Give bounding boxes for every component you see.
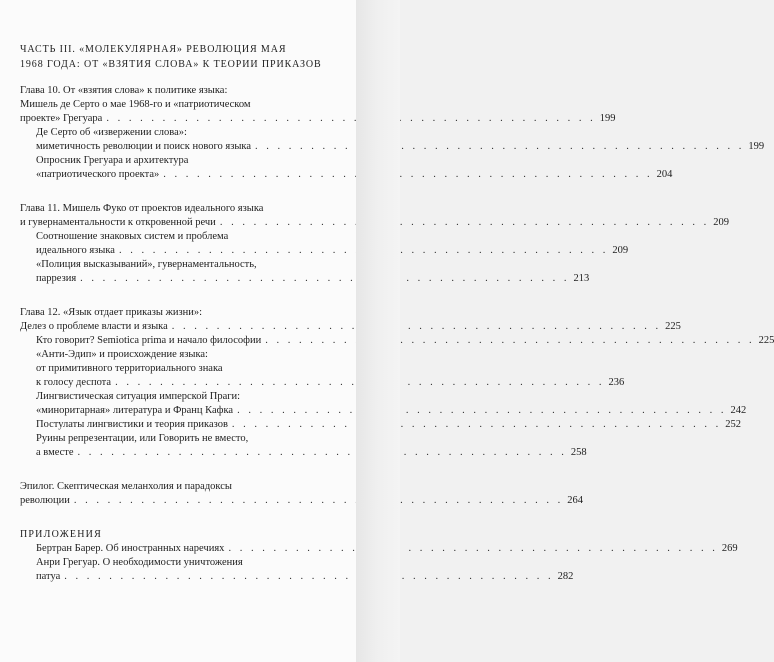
chapter-10-entry — [20, 112, 616, 126]
subsection-title-line-1: Руины репрезентации, или Говорить не вместо, — [36, 433, 249, 444]
chapter-12-subsection-1 — [20, 334, 774, 348]
chapter-10 — [20, 84, 765, 182]
dot-leader — [64, 570, 553, 584]
subsection-entry — [36, 244, 629, 258]
chapter-12-subsection-4 — [20, 418, 742, 432]
subsection-title-line-1: Опросник Грегуара и архитектура — [36, 155, 189, 166]
subsection-title: Кто говорит? Semiotica prima и начало философии — [36, 335, 262, 346]
epilogue-title-line-1: Эпилог. Скептическая меланхолия и парадоксы — [20, 481, 232, 492]
dot-leader — [232, 418, 721, 432]
subsection-title-line-1: «Полиция высказываний», гувернаментальность, — [36, 259, 257, 270]
chapter-11-title-line-1: Глава 11. Мишель Фуко от проектов идеального языка — [20, 203, 264, 214]
part-title — [20, 42, 350, 72]
part-title-line-1: ЧАСТЬ III. «МОЛЕКУЛЯРНАЯ» РЕВОЛЮЦИЯ МАЯ — [20, 44, 287, 55]
page-number: 199 — [599, 113, 616, 124]
chapter-11-subsection-2 — [20, 258, 590, 286]
chapter-12-title-line-2: Делез о проблеме власти и языка — [20, 321, 168, 332]
page-number: 264 — [567, 495, 583, 506]
dot-leader — [228, 542, 717, 556]
page-number: 282 — [557, 571, 574, 582]
page-number: 242 — [730, 405, 747, 416]
chapter-10-subsection-1 — [20, 126, 765, 154]
subsection-entry — [36, 140, 765, 154]
page-gutter — [356, 0, 400, 662]
subsection-entry — [36, 168, 673, 182]
page-number: 236 — [608, 377, 625, 388]
subsection-title-line-2: а вместе — [36, 447, 74, 458]
page-number: 258 — [570, 447, 587, 458]
chapter-11-entry — [20, 216, 729, 230]
subsection-title-line-1: Де Серто об «извержении слова»: — [36, 127, 187, 138]
appendix-entry — [36, 570, 574, 584]
subsection-entry — [36, 334, 774, 348]
subsection-title-line-2: паррезия — [36, 273, 77, 284]
subsection-title-line-1: Соотношение знаковых систем и проблема — [36, 231, 229, 242]
subsection-title-line-2: «патриотического проекта» — [36, 169, 160, 180]
subsection-entry — [36, 446, 587, 460]
chapter-12-subsection-5 — [20, 432, 587, 460]
subsection-entry — [36, 404, 747, 418]
subsection-title-line-3: к голосу деспота — [36, 377, 112, 388]
epilogue-title-line-2: революции — [20, 495, 70, 506]
appendix-title-line-2: патуа — [36, 571, 61, 582]
chapter-10-title-line-3: проекте» Грегуара — [20, 113, 103, 124]
dot-leader — [265, 334, 754, 348]
page-number: 199 — [748, 141, 765, 152]
chapter-11-title-line-2: и гувернаментальности к откровенной речи — [20, 217, 216, 228]
chapter-12-subsection-2 — [20, 348, 625, 390]
appendix-entry-2 — [20, 556, 574, 584]
subsection-title-line-1: Лингвистическая ситуация имперской Праги: — [36, 391, 241, 402]
page-number: 204 — [656, 169, 673, 180]
subsection-title-line-2: миметичность революции и поиск нового языка — [36, 141, 252, 152]
dot-leader — [163, 168, 652, 182]
page-number: 269 — [721, 543, 738, 554]
table-of-contents — [20, 42, 774, 584]
subsection-title-line-2: идеального языка — [36, 245, 115, 256]
appendix-entry-1 — [20, 542, 738, 556]
subsection-title-line-1: «Анти-Эдип» и происхождение языка: — [36, 349, 208, 360]
page-number: 213 — [573, 273, 590, 284]
dot-leader — [106, 112, 595, 126]
page-number: 209 — [612, 245, 629, 256]
appendix-title: Бертран Барер. Об иностранных наречиях — [36, 543, 225, 554]
page-number: 225 — [758, 335, 774, 346]
chapter-11 — [20, 202, 729, 286]
chapter-10-title-line-2: Мишель де Серто о мае 1968-го и «патриотическом — [20, 99, 251, 110]
appendices-heading: ПРИЛОЖЕНИЯ — [20, 529, 102, 540]
subsection-entry — [36, 272, 590, 286]
chapter-12-title-line-1: Глава 12. «Язык отдает приказы жизни»: — [20, 307, 203, 318]
dot-leader — [172, 320, 661, 334]
appendices — [20, 528, 738, 584]
chapter-11-subsection-1 — [20, 230, 629, 258]
page-number: 209 — [713, 217, 729, 228]
chapter-10-title-line-1: Глава 10. От «взятия слова» к политике языка: — [20, 85, 228, 96]
subsection-entry — [36, 376, 625, 390]
dot-leader — [74, 494, 563, 508]
chapter-12-subsection-3 — [20, 390, 747, 418]
subsection-title-line-2: «миноритарная» литература и Франц Кафка — [36, 405, 234, 416]
dot-leader — [80, 272, 569, 286]
chapter-12 — [20, 306, 774, 460]
appendix-entry — [36, 542, 738, 556]
part-title-line-2: 1968 ГОДА: ОТ «ВЗЯТИЯ СЛОВА» К ТЕОРИИ ПРИКАЗОВ — [20, 59, 322, 70]
subsection-entry — [36, 418, 742, 432]
dot-leader — [220, 216, 709, 230]
dot-leader — [78, 446, 567, 460]
subsection-title: Постулаты лингвистики и теория приказов — [36, 419, 228, 430]
subsection-title-line-2: от примитивного территориального знака — [36, 363, 223, 374]
epilogue-entry — [20, 494, 583, 508]
dot-leader — [255, 140, 744, 154]
chapter-12-entry — [20, 320, 681, 334]
page-number: 252 — [725, 419, 742, 430]
appendix-title-line-1: Анри Грегуар. О необходимости уничтожения — [36, 557, 243, 568]
dot-leader — [237, 404, 726, 418]
page-number: 225 — [665, 321, 681, 332]
chapter-10-subsection-2 — [20, 154, 673, 182]
epilogue — [20, 480, 583, 508]
